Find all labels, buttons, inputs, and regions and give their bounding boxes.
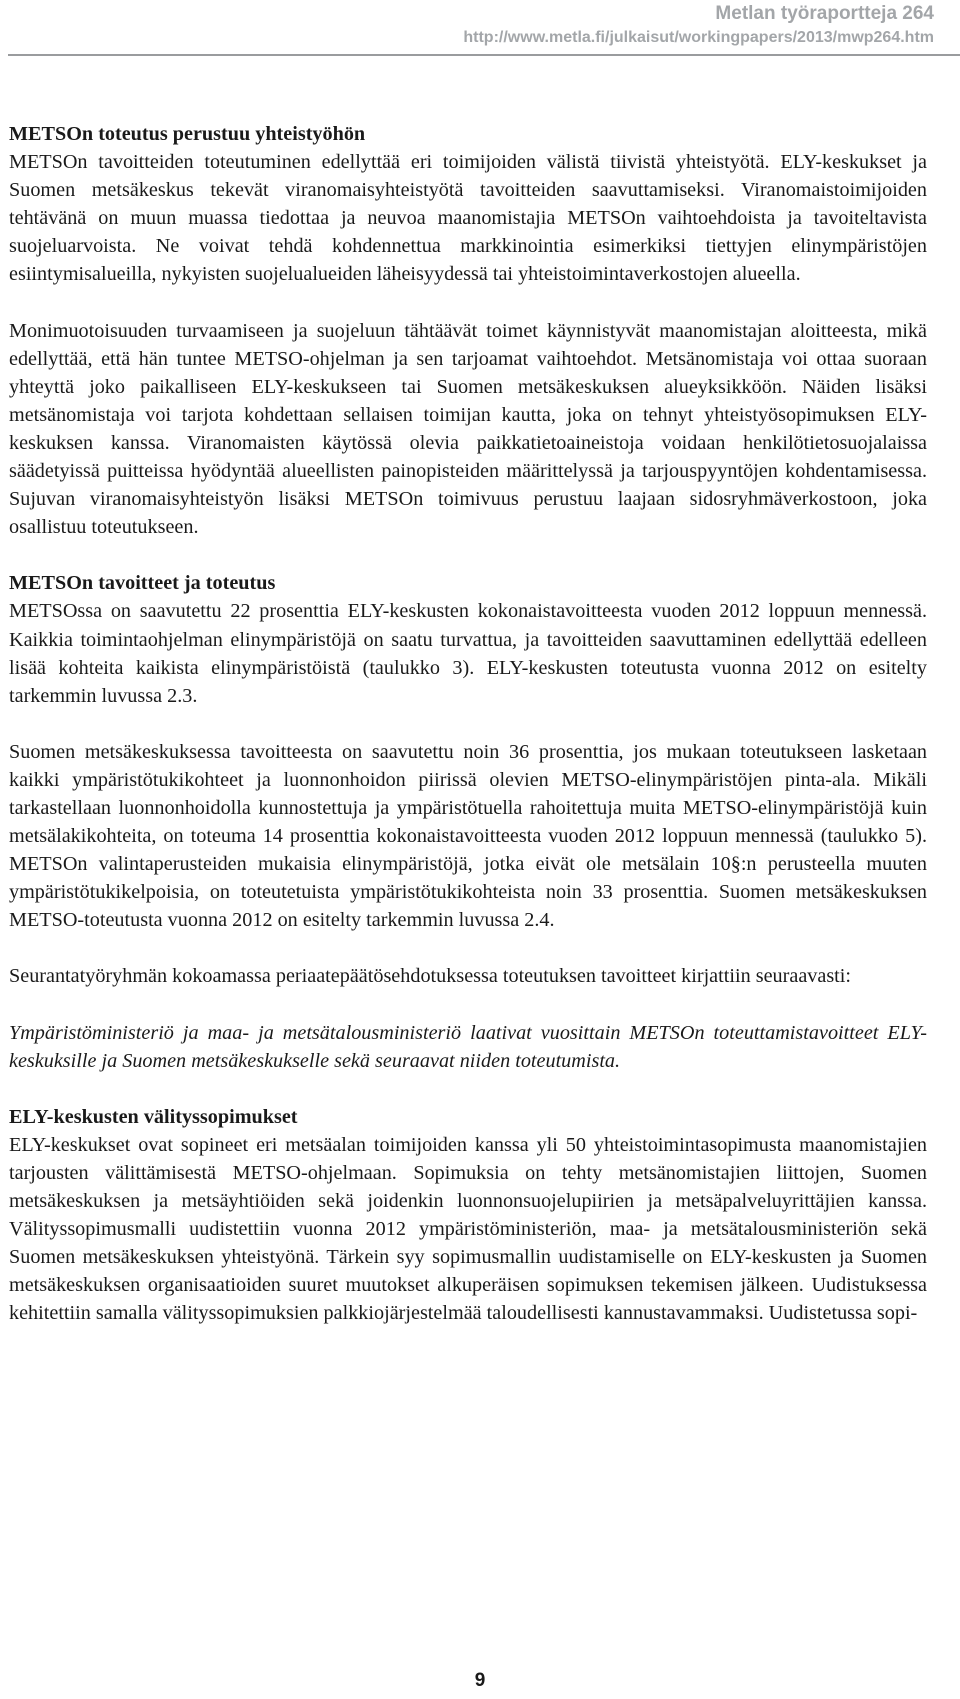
quoted-decision: Ympäristöministeriö ja maa- ja metsätalousministeriö laativat vuosittain METSOn toteuttamistavoitteet ELY-keskuksille ja Suomen metsäkeskukselle sekä seuraavat niiden toteutumista. <box>9 1021 927 1072</box>
publication-url: http://www.metla.fi/julkaisut/workingpapers/2013/mwp264.htm <box>463 29 934 46</box>
section-heading-cooperation: METSOn toteutus perustuu yhteistyöhön <box>9 123 366 145</box>
paragraph: Seurantatyöryhmän kokoamassa periaatepäätösehdotuksessa toteutuksen tavoitteet kirjattiin seuraavasti: <box>9 965 852 988</box>
section-heading-goals: METSOn tavoitteet ja toteutus <box>9 572 276 595</box>
main-content <box>9 120 927 1327</box>
paragraph: METSOssa on saavutettu 22 prosenttia ELY-keskusten kokonaistavoitteesta vuoden 2012 loppuun mennessä. Kaikkia toimintaohjelman elinympäristöjä on saatu turvattua, ja tavoitteiden saavuttaminen edellyttää edelleen lisää kohteita kaikista elinympäristöistä (taulukko 3). ELY-keskusten toteutusta vuonna 2012 on esitelty tarkemmin luvussa 2.3. <box>9 600 927 707</box>
section-heading-agreements: ELY-keskusten välityssopimukset <box>9 1105 298 1128</box>
header-divider <box>8 54 960 56</box>
paragraph-gap <box>9 710 927 738</box>
paragraph: Monimuotoisuuden turvaamiseen ja suojeluun tähtäävät toimet käynnistyvät maanomistajan aloitteesta, mikä edellyttää, että hän tuntee METSO-ohjelman ja sen tarjoamat vaihtoehdot. Metsänomistaja voi ottaa suoraan yhteyttä joko paikalliseen ELY-keskukseen tai Suomen metsäkeskuksen alueyksikköön. Näiden lisäksi metsänomistaja voi tarjota kohdettaan sellaisen toimijan kautta, joka on tehnyt yhteistyösopimuksen ELY-keskuksen kanssa. Viranomaisten käytössä olevia paikkatietoaineistoja voidaan henkilötietosuojalaissa säädetyissä puitteissa hyödyntää alueellisten painopisteiden määrittelyssä ja tarjouspyyntöjen kohdentamisessa. Sujuvan viranomaisyhteistyön lisäksi METSOn toimivuus perustuu laajaan sidosryhmäverkostoon, joka osallistuu toteutukseen. <box>9 319 927 539</box>
series-title: Metlan työraportteja 264 <box>715 3 934 24</box>
paragraph: METSOn tavoitteiden toteutuminen edellyttää eri toimijoiden välistä tiivistä yhteistyötä. ELY-keskukset ja Suomen metsäkeskus tekevät viranomaisyhteistyötä tavoitteiden saavuttamiseksi. Viranomaistoimijoiden tehtävänä on muun muassa tiedottaa ja neuvoa maanomistajia METSOn vaihtoehdoista ja tavoiteltavista suojeluarvoista. Ne voivat tehdä kohdennettua markkinointia esimerkiksi tiettyjen elinympäristöjen esiintymisalueilla, nykyisten suojelualueiden läheisyydessä tai yhteistoimintaverkostojen alueella. <box>9 151 927 286</box>
paragraph-gap <box>9 1075 927 1103</box>
paragraph: ELY-keskukset ovat sopineet eri metsäalan toimijoiden kanssa yli 50 yhteistoimintasopimusta maanomistajien tarjousten välittämisestä METSO-ohjelmaan. Sopimuksia on tehty metsänomistajien liittojen, Suomen metsäkeskuksen ja metsäyhtiöiden sekä joidenkin luonnonsuojelupiirien ja metsäpalveluyrittäjien kanssa. Välityssopimusmalli uudistettiin vuonna 2012 ympäristöministeriön, maa- ja metsätalousministeriön sekä Suomen metsäkeskuksen yhteistyönä. Tärkein syy sopimusmallin uudistamiselle on ELY-keskusten ja Suomen metsäkeskuksen organisaatioiden suuret muutokset alkuperäisen sopimuksen tekemisen jälkeen. Uudistuksessa kehitettiin samalla välityssopimuksien palkkiojärjestelmää taloudellisesti kannustavammaksi. Uudistetussa sopi- <box>9 1133 927 1325</box>
paragraph-gap <box>9 991 927 1019</box>
paragraph-gap <box>9 541 927 569</box>
paragraph: Suomen metsäkeskuksessa tavoitteesta on saavutettu noin 36 prosenttia, jos mukaan toteutukseen lasketaan kaikki ympäristötukikohteet ja luonnonhoidon piirissä olevien METSO-elinympäristöjen pinta-ala. Mikäli tarkastellaan luonnonhoidolla kunnostettuja ja ympäristötuella rahoitettuja muita METSO-elinympäristöjä kuin metsälakikohteita, on toteuma 14 prosenttia kokonaistavoitteesta vuoden 2012 loppuun mennessä (taulukko 5). METSOn valintaperusteiden mukaisia elinympäristöjä, jotka eivät ole metsälain 10§:n perusteella muuten ympäristötukikelpoisia, on toteutetuista ympäristötukikohteista noin 33 prosenttia. Suomen metsäkeskuksen METSO-toteutusta vuonna 2012 on esitelty tarkemmin luvussa 2.4. <box>9 740 927 932</box>
page-number: 9 <box>474 1670 486 1691</box>
page-header <box>234 0 934 49</box>
paragraph-gap <box>9 289 927 317</box>
paragraph-gap <box>9 934 927 962</box>
